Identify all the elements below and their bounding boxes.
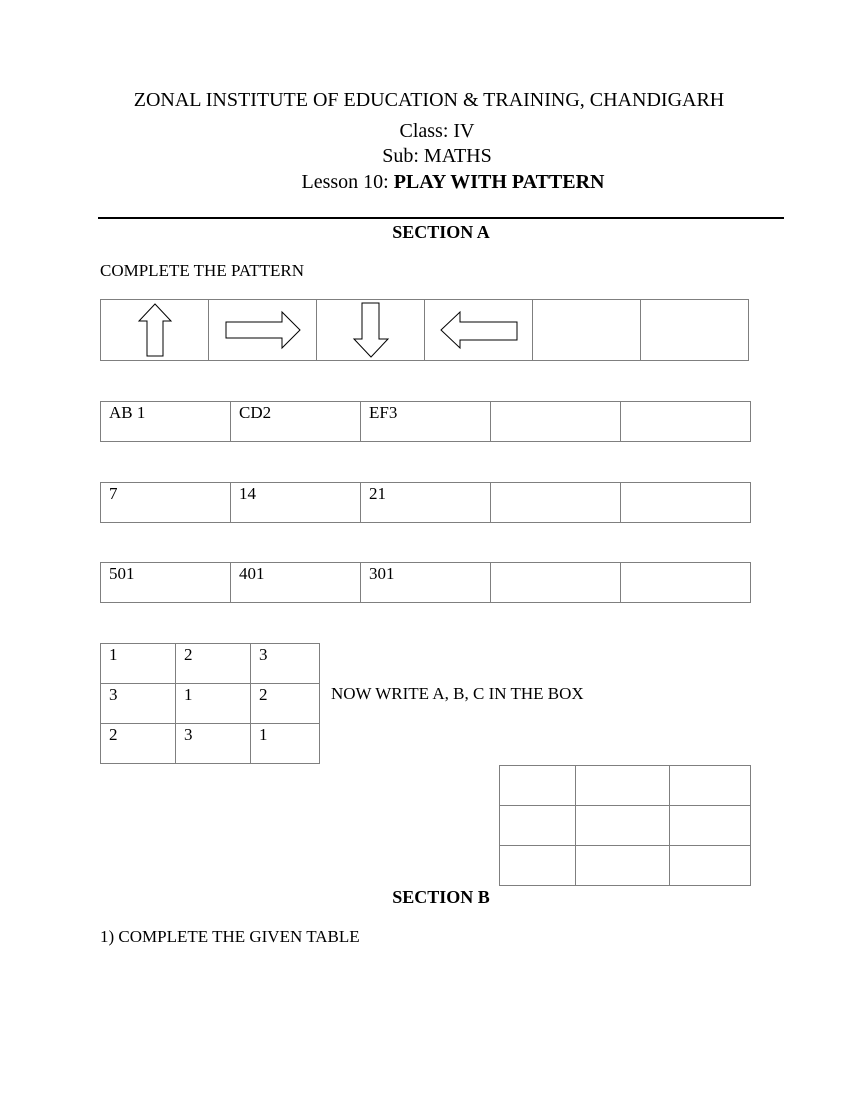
- class-line: Class: IV: [399, 120, 475, 142]
- answer-cell[interactable]: [500, 846, 576, 886]
- lesson-line: [0, 171, 850, 194]
- answer-cell[interactable]: [670, 806, 751, 846]
- number-grid-table: [100, 643, 320, 764]
- complete-pattern-instruction: COMPLETE THE PATTERN: [100, 261, 305, 280]
- section-b-heading: SECTION B: [392, 887, 490, 907]
- multiple-pattern-table: [100, 482, 751, 523]
- down-arrow-icon: [352, 301, 390, 359]
- arrow-cell: [425, 300, 533, 361]
- right-arrow-icon: [224, 310, 302, 350]
- pattern-cell: 501: [101, 563, 231, 603]
- answer-cell[interactable]: [576, 766, 670, 806]
- blank-cell[interactable]: [491, 402, 621, 442]
- answer-cell[interactable]: [670, 846, 751, 886]
- pattern-cell: 7: [101, 483, 231, 523]
- grid-cell: 2: [101, 724, 176, 764]
- question-1: 1) COMPLETE THE GIVEN TABLE: [100, 927, 360, 946]
- grid-cell: 2: [251, 684, 320, 724]
- pattern-cell: 401: [231, 563, 361, 603]
- blank-cell[interactable]: [533, 300, 641, 361]
- answer-cell[interactable]: [576, 846, 670, 886]
- blank-cell[interactable]: [621, 563, 751, 603]
- blank-cell[interactable]: [491, 563, 621, 603]
- letter-answer-grid: [499, 765, 751, 886]
- blank-cell[interactable]: [641, 300, 749, 361]
- subject-line: Sub: MATHS: [382, 145, 492, 167]
- pattern-cell: 14: [231, 483, 361, 523]
- header-divider: [98, 217, 784, 219]
- pattern-cell: 301: [361, 563, 491, 603]
- pattern-cell: 21: [361, 483, 491, 523]
- section-a-heading: SECTION A: [392, 222, 490, 242]
- grid-cell: 2: [176, 644, 251, 684]
- grid-cell: 1: [251, 724, 320, 764]
- lesson-prefix: Lesson 10:: [301, 171, 394, 193]
- arrow-cell: [101, 300, 209, 361]
- lesson-title: PLAY WITH PATTERN: [393, 171, 605, 193]
- answer-cell[interactable]: [670, 766, 751, 806]
- arrow-pattern-table: [100, 299, 749, 361]
- pattern-cell: CD2: [231, 402, 361, 442]
- answer-cell[interactable]: [500, 766, 576, 806]
- blank-cell[interactable]: [491, 483, 621, 523]
- institute-title: ZONAL INSTITUTE OF EDUCATION & TRAINING, CHANDIGARH: [133, 89, 725, 111]
- letter-pattern-table: [100, 401, 751, 442]
- blank-cell[interactable]: [621, 483, 751, 523]
- blank-cell[interactable]: [621, 402, 751, 442]
- grid-cell: 3: [101, 684, 176, 724]
- answer-cell[interactable]: [576, 806, 670, 846]
- arrow-cell: [317, 300, 425, 361]
- pattern-cell: EF3: [361, 402, 491, 442]
- grid-cell: 1: [176, 684, 251, 724]
- letter-grid-instruction: NOW WRITE A, B, C IN THE BOX: [331, 684, 584, 703]
- grid-cell: 1: [101, 644, 176, 684]
- answer-cell[interactable]: [500, 806, 576, 846]
- arrow-cell: [209, 300, 317, 361]
- grid-cell: 3: [251, 644, 320, 684]
- left-arrow-icon: [439, 310, 519, 350]
- hundred-pattern-table: [100, 562, 751, 603]
- up-arrow-icon: [137, 302, 173, 358]
- pattern-cell: AB 1: [101, 402, 231, 442]
- grid-cell: 3: [176, 724, 251, 764]
